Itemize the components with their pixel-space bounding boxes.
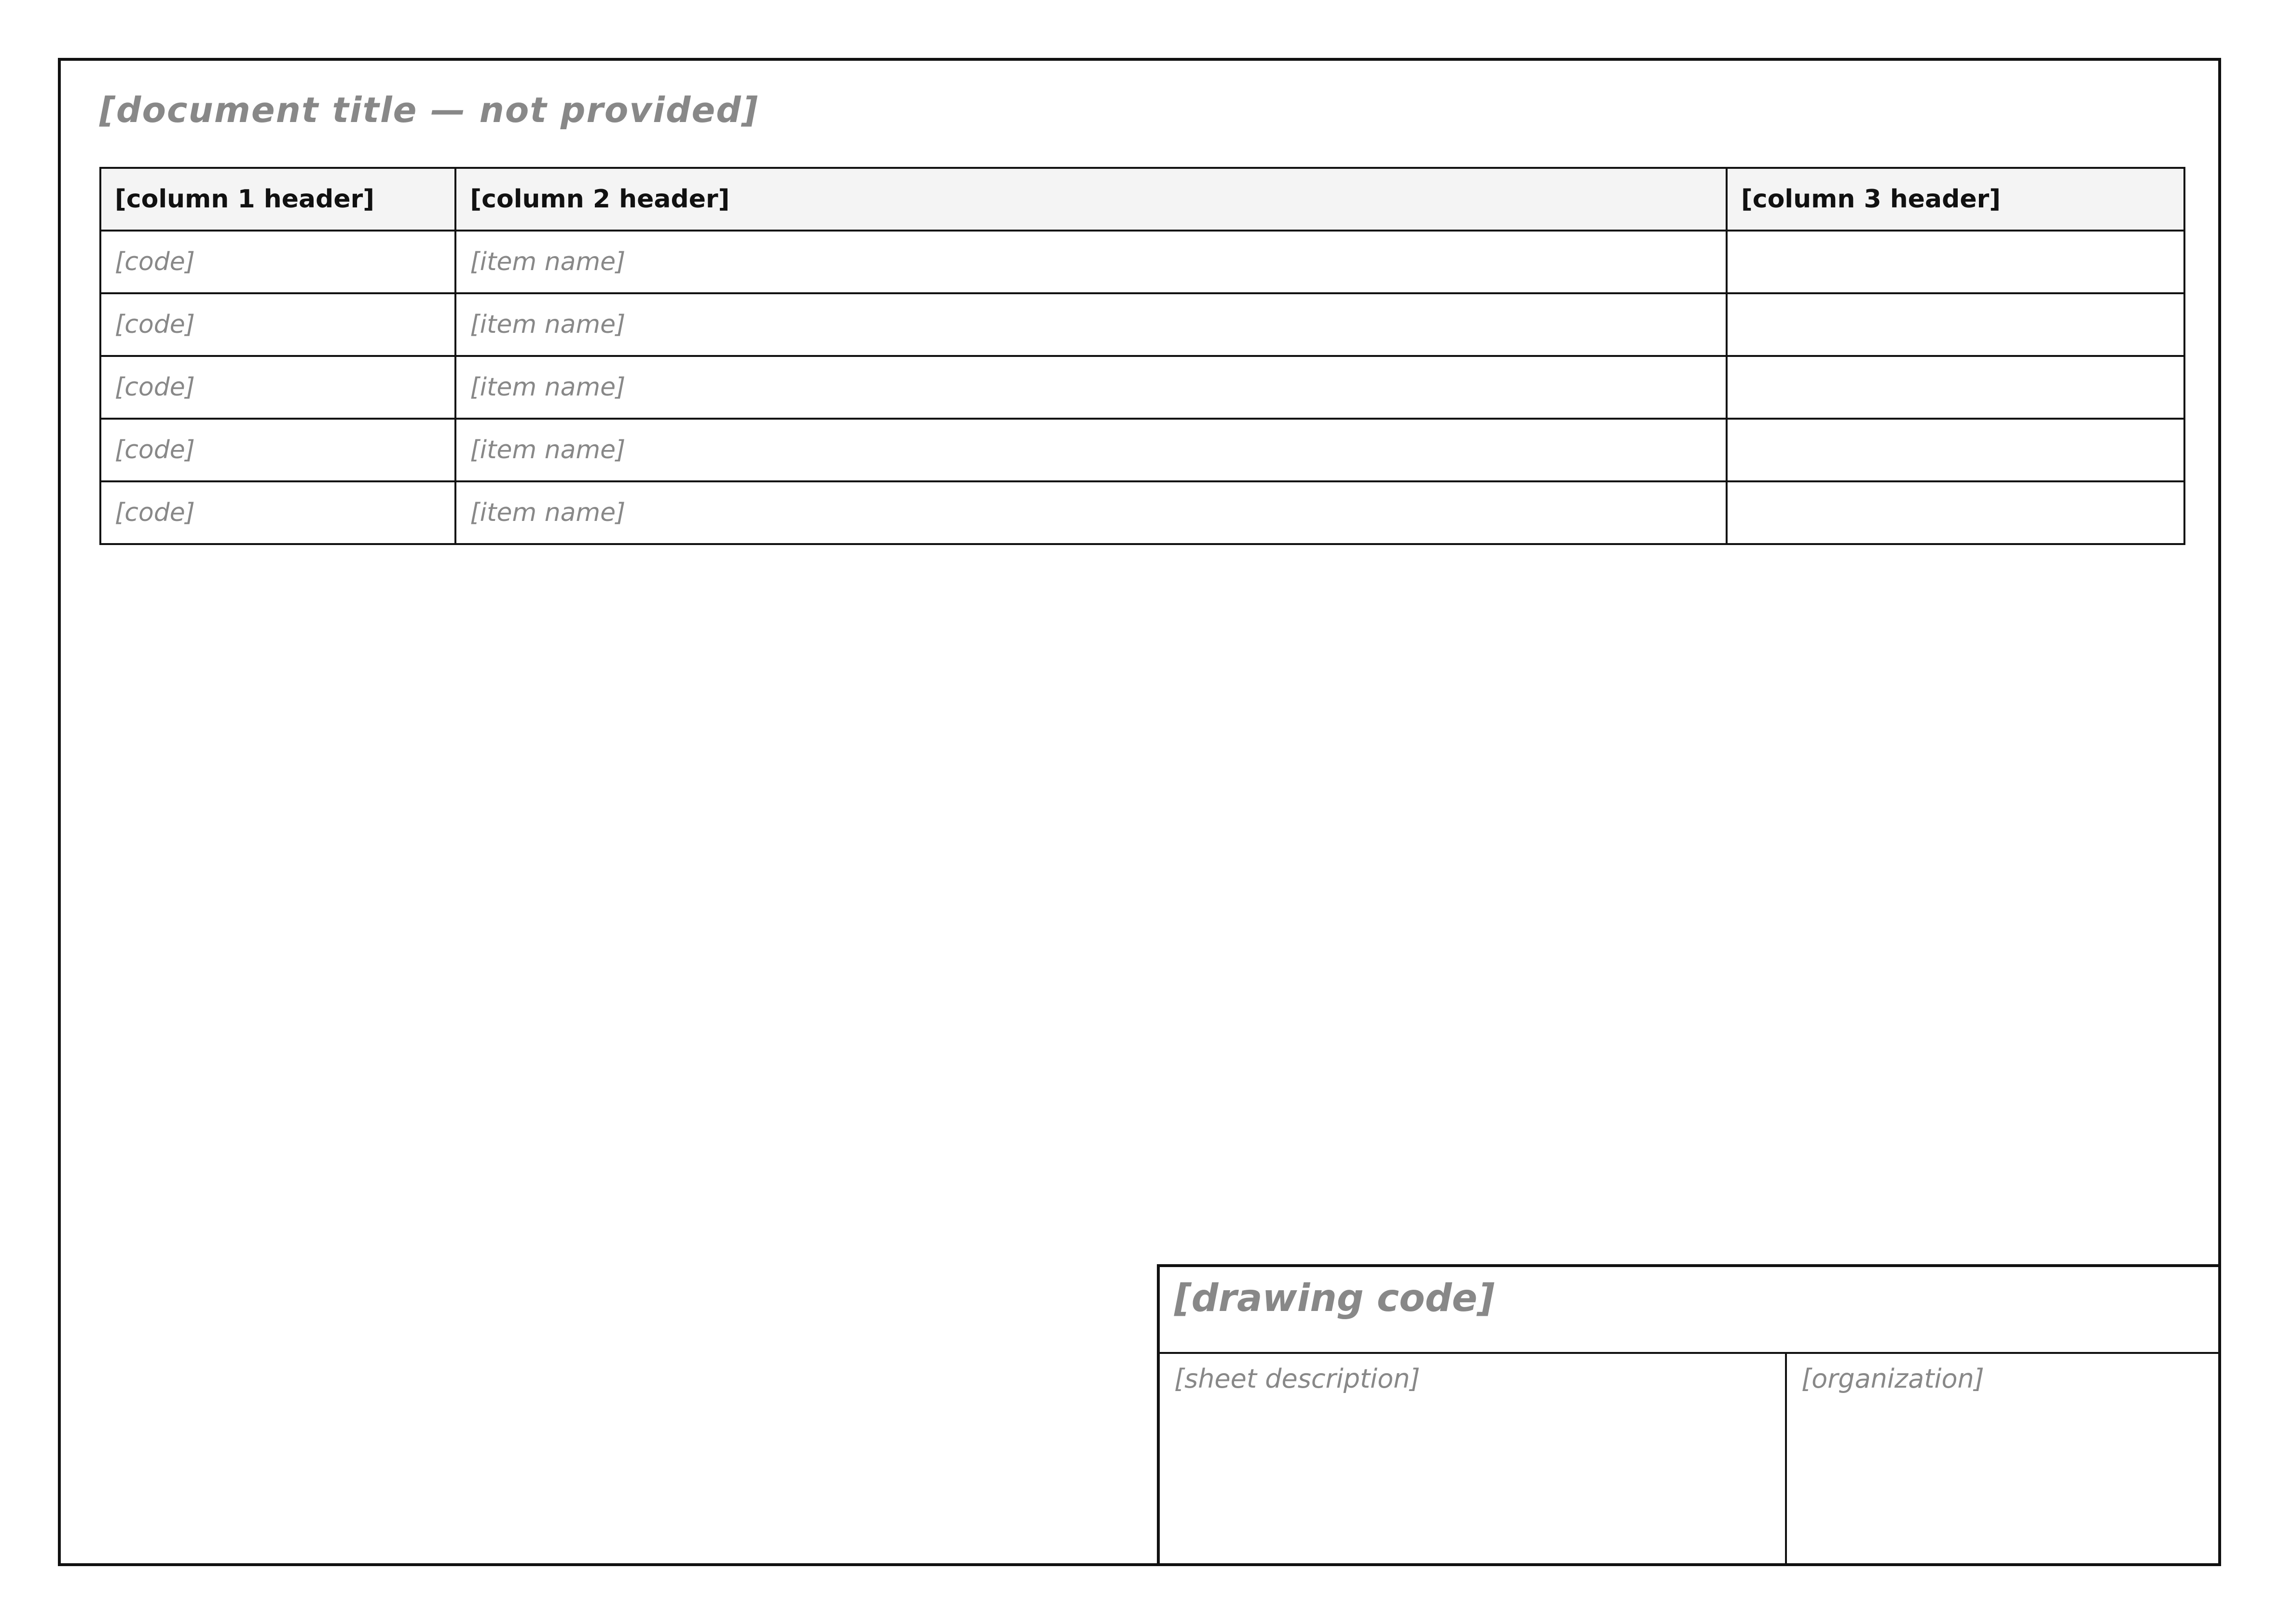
table-row <box>100 356 2184 419</box>
table-row <box>100 481 2184 544</box>
drawing-sheet <box>58 58 2221 1566</box>
table-row <box>100 419 2184 481</box>
document-table <box>99 167 2185 545</box>
stamp-organization: [organization] <box>1801 1364 1984 1394</box>
stamp-sheet-description: [sheet description] <box>1160 1354 1787 1566</box>
row-name: [item name] <box>455 419 1727 481</box>
row-name: [item name] <box>455 481 1727 544</box>
row-note <box>1727 231 2184 293</box>
row-note <box>1727 419 2184 481</box>
stamp-drawing-code: [drawing code] <box>1160 1267 2221 1354</box>
table-header-row <box>100 168 2184 231</box>
header-code: [column 1 header] <box>100 168 455 231</box>
row-name: [item name] <box>455 231 1727 293</box>
row-note <box>1727 356 2184 419</box>
table-row <box>100 293 2184 356</box>
sheet-title: [document title — not provided] <box>99 90 759 130</box>
row-name: [item name] <box>455 293 1727 356</box>
header-note: [column 3 header] <box>1727 168 2184 231</box>
row-code: [code] <box>100 419 455 481</box>
row-code: [code] <box>100 481 455 544</box>
row-code: [code] <box>100 231 455 293</box>
row-code: [code] <box>100 293 455 356</box>
row-note <box>1727 481 2184 544</box>
header-name: [column 2 header] <box>455 168 1727 231</box>
table-row <box>100 231 2184 293</box>
title-block-stamp <box>1157 1264 2218 1563</box>
row-name: [item name] <box>455 356 1727 419</box>
row-code: [code] <box>100 356 455 419</box>
row-note <box>1727 293 2184 356</box>
